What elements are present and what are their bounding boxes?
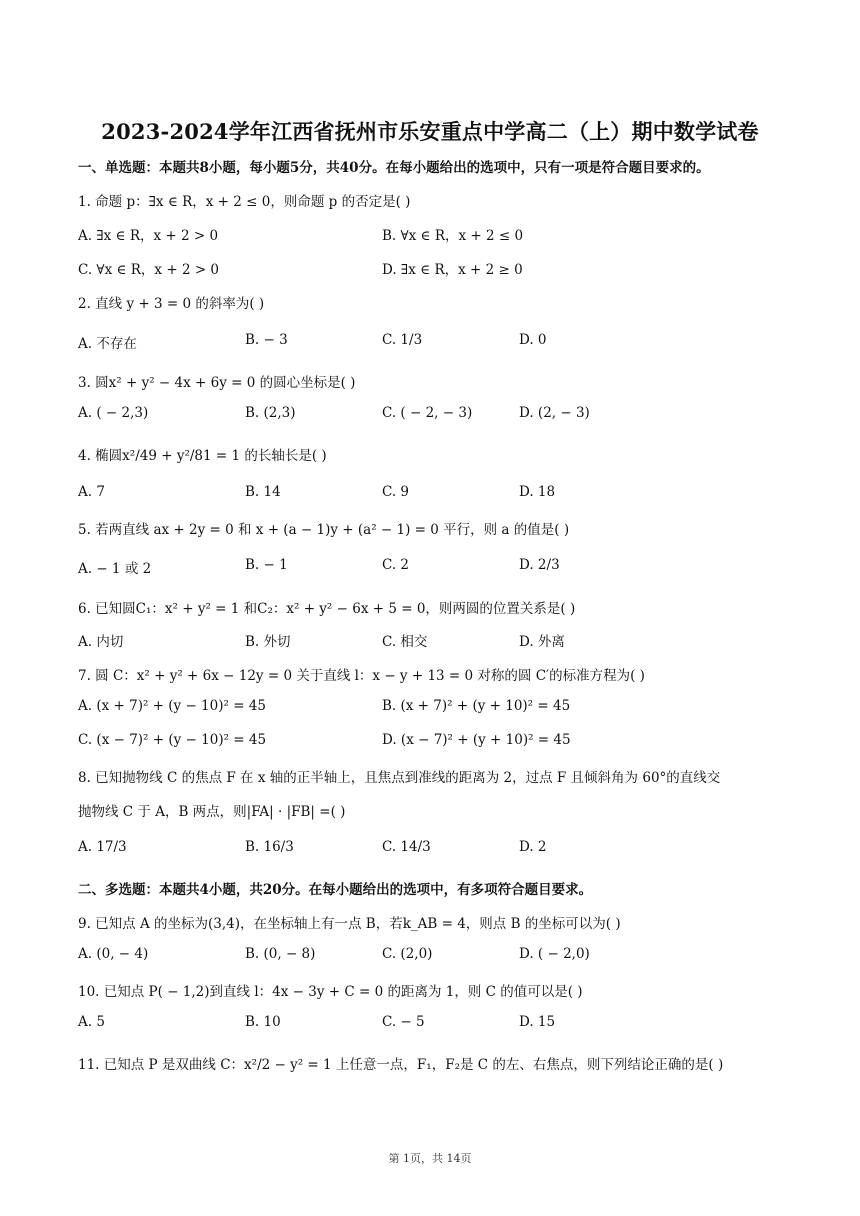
question-10-option-d: D. 15 [519,1014,556,1030]
question-2-option-a: A. 不存在 [78,336,137,352]
question-5-option-c: C. 2 [382,557,410,573]
section-heading-single-choice: 一、单选题：本题共8小题，每小题5分，共40分。在每小题给出的选项中，只有一项是符合题目要求的。 [78,160,710,176]
question-9-option-c: C. (2,0) [382,946,433,962]
question-4-option-d: D. 18 [519,484,556,500]
question-5-option-a: A. − 1 或 2 [78,561,152,577]
question-9-option-d: D. ( − 2,0) [519,946,590,962]
question-8-stem: 8. 已知抛物线 C 的焦点 F 在 x 轴的正半轴上，且焦点到准线的距离为 2，过点 F 且倾斜角为 60°的直线交 [78,770,721,786]
question-6-option-c: C. 相交 [382,634,428,650]
question-7-stem: 7. 圆 C：x² + y² + 6x − 12y = 0 关于直线 l：x − y + 13 = 0 对称的圆 C′的标准方程为( ) [78,668,645,684]
question-4-option-a: A. 7 [78,484,105,500]
question-10-stem: 10. 已知点 P( − 1,2)到直线 l：4x − 3y + C = 0 的距离为 1，则 C 的值可以是( ) [78,984,583,1000]
question-4-option-b: B. 14 [245,484,281,500]
question-4-option-c: C. 9 [382,484,410,500]
question-3-option-b: B. (2,3) [245,405,296,421]
section-heading-multiple-choice: 二、多选题：本题共4小题，共20分。在每小题给出的选项中，有多项符合题目要求。 [78,882,593,898]
question-2-stem: 2. 直线 y + 3 = 0 的斜率为( ) [78,296,265,312]
question-2-option-b: B. − 3 [245,332,288,348]
question-7-option-b: B. (x + 7)² + (y + 10)² = 45 [382,698,571,714]
question-8-stem-continued: 抛物线 C 于 A，B 两点，则|FA| · |FB| =( ) [78,804,346,820]
question-6-option-b: B. 外切 [245,634,291,650]
question-5-option-d: D. 2/3 [519,557,560,573]
question-7-option-a: A. (x + 7)² + (y − 10)² = 45 [78,698,266,714]
question-1-option-c: C. ∀x ∈ R，x + 2 > 0 [78,262,220,278]
question-10-option-a: A. 5 [78,1014,105,1030]
question-9-stem: 9. 已知点 A 的坐标为(3,4)，在坐标轴上有一点 B，若k_AB = 4，则点 B 的坐标可以为( ) [78,916,621,932]
question-7-option-c: C. (x − 7)² + (y − 10)² = 45 [78,732,267,748]
question-10-option-b: B. 10 [245,1014,281,1030]
question-3-option-d: D. (2, − 3) [519,405,590,421]
question-3-option-c: C. ( − 2, − 3) [382,405,473,421]
question-3-stem: 3. 圆x² + y² − 4x + 6y = 0 的圆心坐标是( ) [78,375,356,391]
question-6-option-d: D. 外离 [519,634,565,650]
question-8-option-b: B. 16/3 [245,839,294,855]
page-title: 2023-2024学年江西省抚州市乐安重点中学高二（上）期中数学试卷 [101,119,759,144]
question-9-option-a: A. (0, − 4) [78,946,149,962]
question-6-option-a: A. 内切 [78,634,124,650]
question-2-option-d: D. 0 [519,332,547,348]
question-1-option-d: D. ∃x ∈ R，x + 2 ≥ 0 [382,262,523,278]
question-11-stem: 11. 已知点 P 是双曲线 C：x²/2 − y² = 1 上任意一点，F₁，F₂是 C 的左、右焦点，则下列结论正确的是( ) [78,1057,724,1073]
question-3-option-a: A. ( − 2,3) [78,405,149,421]
question-8-option-a: A. 17/3 [78,839,127,855]
question-6-stem: 6. 已知圆C₁：x² + y² = 1 和C₂：x² + y² − 6x + 5 = 0，则两圆的位置关系是( ) [78,601,576,617]
page-footer: 第 1页，共 14页 [388,1152,472,1165]
question-9-option-b: B. (0, − 8) [245,946,316,962]
question-5-stem: 5. 若两直线 ax + 2y = 0 和 x + (a − 1)y + (a² − 1) = 0 平行，则 a 的值是( ) [78,522,570,538]
question-2-option-c: C. 1/3 [382,332,423,348]
question-5-option-b: B. − 1 [245,557,288,573]
question-8-option-d: D. 2 [519,839,547,855]
question-1-option-a: A. ∃x ∈ R，x + 2 > 0 [78,228,219,244]
question-1-stem: 1. 命题 p：∃x ∈ R，x + 2 ≤ 0，则命题 p 的否定是( ) [78,194,411,210]
question-8-option-c: C. 14/3 [382,839,431,855]
question-4-stem: 4. 椭圆x²/49 + y²/81 = 1 的长轴长是( ) [78,448,327,464]
question-7-option-d: D. (x − 7)² + (y + 10)² = 45 [382,732,571,748]
question-10-option-c: C. − 5 [382,1014,425,1030]
question-1-option-b: B. ∀x ∈ R，x + 2 ≤ 0 [382,228,524,244]
